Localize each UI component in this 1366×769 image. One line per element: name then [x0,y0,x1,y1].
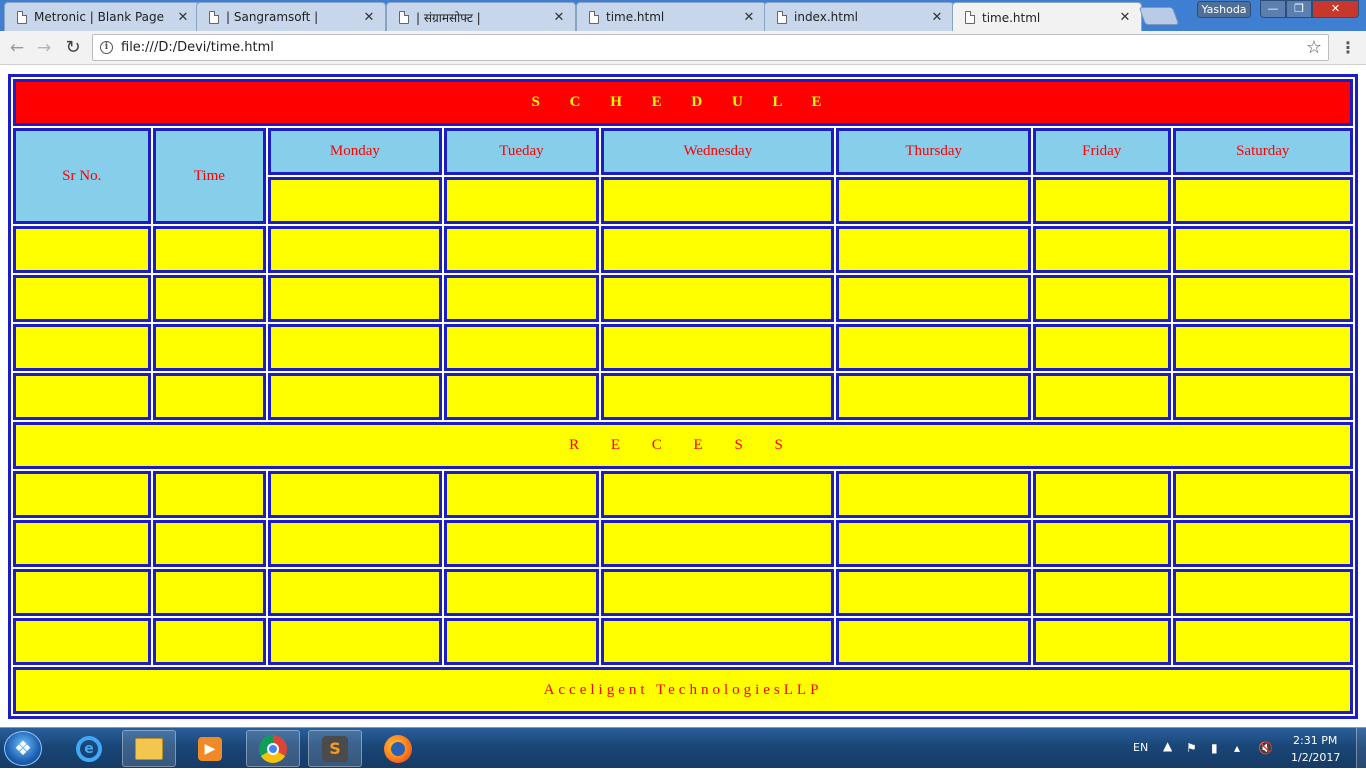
table-cell [1173,226,1354,273]
url-text[interactable]: file:///D:/Devi/time.html [121,40,274,55]
window-close-button[interactable]: ✕ [1312,0,1359,18]
clock-date[interactable]: 1/2/2017 [1291,751,1341,764]
show-hidden-icons-icon[interactable]: ▲ [1163,739,1173,753]
table-cell [444,226,600,273]
table-cell [444,275,600,322]
table-row [13,373,1353,420]
table-row [13,324,1353,371]
table-cell [601,373,834,420]
table-cell [153,471,267,518]
table-cell [836,177,1030,224]
table-cell [1173,569,1354,616]
header-day-friday: Friday [1033,128,1171,175]
close-icon[interactable]: ✕ [743,9,755,25]
bookmark-star-icon[interactable]: ☆ [1305,37,1322,58]
table-cell [13,324,151,371]
table-cell [836,569,1030,616]
chrome-icon [259,735,287,763]
tab-title: time.html [606,10,665,24]
table-cell [1033,569,1171,616]
table-cell [1173,275,1354,322]
taskbar-internet-explorer[interactable] [62,730,116,767]
tab-sangramsoft-hindi[interactable] [386,2,576,31]
table-row [13,226,1353,273]
table-cell [1173,520,1354,567]
close-icon[interactable]: ✕ [177,9,189,25]
table-cell [1033,520,1171,567]
table-cell [444,520,600,567]
table-cell [13,569,151,616]
tab-title: index.html [794,10,858,24]
table-row [13,569,1353,616]
table-cell [153,373,267,420]
battery-icon[interactable]: ▮ [1211,741,1218,755]
table-cell [268,324,441,371]
action-center-flag-icon[interactable]: ⚑ [1186,741,1197,755]
header-day-saturday: Saturday [1173,128,1354,175]
table-row [13,520,1353,567]
tab-index-html[interactable] [764,2,954,31]
table-cell [836,373,1030,420]
table-cell [268,618,441,665]
table-cell [268,275,441,322]
start-button[interactable] [4,731,42,766]
table-cell [268,226,441,273]
tab-metronic[interactable] [4,2,200,31]
info-icon[interactable]: i [100,41,113,54]
table-cell [1033,226,1171,273]
table-cell [1173,618,1354,665]
tab-time-html[interactable] [576,2,766,31]
close-icon[interactable]: ✕ [931,9,943,25]
table-cell [268,177,441,224]
recess-row: R E C E S S [13,422,1353,469]
table-cell [1173,177,1354,224]
table-cell [836,618,1030,665]
table-cell [601,520,834,567]
header-day-thursday: Thursday [836,128,1030,175]
table-cell [153,324,267,371]
rows-after-recess [13,471,1353,665]
page-icon [777,11,787,24]
footer-credit: Acceligent TechnologiesLLP [13,667,1353,714]
tab-title: Metronic | Blank Page [34,10,165,24]
table-cell [836,520,1030,567]
table-cell [1173,324,1354,371]
table-cell [601,226,834,273]
table-cell [268,569,441,616]
table-cell [153,226,267,273]
table-cell [444,373,600,420]
tab-strip [0,0,1366,31]
table-cell [268,471,441,518]
table-cell [153,618,267,665]
page-viewport [0,66,1366,727]
sublime-text-icon: S [322,736,348,762]
rows-before-recess [13,226,1353,420]
schedule-title: S C H E D U L E [13,79,1353,126]
table-cell [13,618,151,665]
table-cell [153,520,267,567]
table-cell [601,324,834,371]
page-icon [399,11,409,24]
new-tab-button[interactable] [1139,7,1180,25]
taskbar-media-player[interactable] [183,730,237,767]
table-cell [1033,373,1171,420]
header-day-wednesday: Wednesday [601,128,834,175]
address-bar[interactable] [92,34,1329,61]
table-cell [444,618,600,665]
forward-arrow-icon[interactable]: → [36,38,52,58]
table-cell [444,324,600,371]
table-cell [444,471,600,518]
menu-icon[interactable]: ⋮ [1340,38,1356,57]
table-cell [836,324,1030,371]
internet-explorer-icon: e [76,736,102,762]
language-indicator[interactable]: EN [1133,741,1149,754]
header-sr-no: Sr No. [13,128,151,224]
table-cell [1033,324,1171,371]
table-cell [444,177,600,224]
folder-icon [135,738,163,760]
table-cell [601,618,834,665]
table-cell [13,226,151,273]
network-icon[interactable]: ▴ [1234,741,1241,755]
page-icon [209,11,219,24]
table-cell [1033,275,1171,322]
table-cell [836,471,1030,518]
firefox-icon [384,735,412,763]
taskbar-chrome[interactable] [246,730,300,767]
table-row [13,471,1353,518]
schedule-table [8,74,1358,719]
table-cell [13,471,151,518]
table-cell [153,569,267,616]
profile-button[interactable]: Yashoda [1197,1,1251,18]
page-icon [965,11,975,24]
volume-muted-icon[interactable]: 🔇 [1258,741,1273,755]
close-icon[interactable]: ✕ [363,9,375,25]
table-cell [601,177,834,224]
close-icon[interactable]: ✕ [1119,10,1131,25]
table-cell [1173,471,1354,518]
tab-title: | संग्रामसोफ्ट | [416,10,481,25]
clock-time[interactable]: 2:31 PM [1293,734,1338,747]
back-arrow-icon[interactable]: ← [9,38,25,58]
table-row [13,275,1353,322]
show-desktop-button[interactable] [1356,728,1366,769]
browser-toolbar [0,31,1366,65]
table-cell [13,373,151,420]
table-cell [153,275,267,322]
table-row [13,618,1353,665]
taskbar-sublime-text[interactable] [308,730,362,767]
header-time: Time [153,128,267,224]
windows-taskbar [0,727,1366,768]
tab-title: | Sangramsoft | [226,10,319,24]
close-icon[interactable]: ✕ [553,9,565,25]
table-cell [13,520,151,567]
tab-sangramsoft[interactable] [196,2,386,31]
table-cell [13,275,151,322]
tab-time-html-active[interactable] [952,2,1142,32]
table-cell [1033,177,1171,224]
page-icon [589,11,599,24]
media-player-icon: ▶ [198,737,222,761]
table-cell [836,226,1030,273]
reload-icon[interactable]: ↻ [65,37,81,58]
table-cell [836,275,1030,322]
table-cell [601,471,834,518]
table-cell [601,569,834,616]
taskbar-firefox[interactable] [371,730,425,767]
taskbar-file-explorer[interactable] [122,730,176,767]
table-cell [1033,618,1171,665]
page-icon [17,11,27,24]
header-day-monday: Monday [268,128,441,175]
table-cell [1033,471,1171,518]
header-day-tuesday: Tueday [444,128,600,175]
tab-title: time.html [982,10,1041,25]
table-cell [268,520,441,567]
maximize-button[interactable]: ❐ [1286,0,1312,18]
table-cell [268,373,441,420]
minimize-button[interactable]: — [1260,0,1286,18]
table-cell [444,569,600,616]
table-cell [1173,373,1354,420]
table-cell [601,275,834,322]
